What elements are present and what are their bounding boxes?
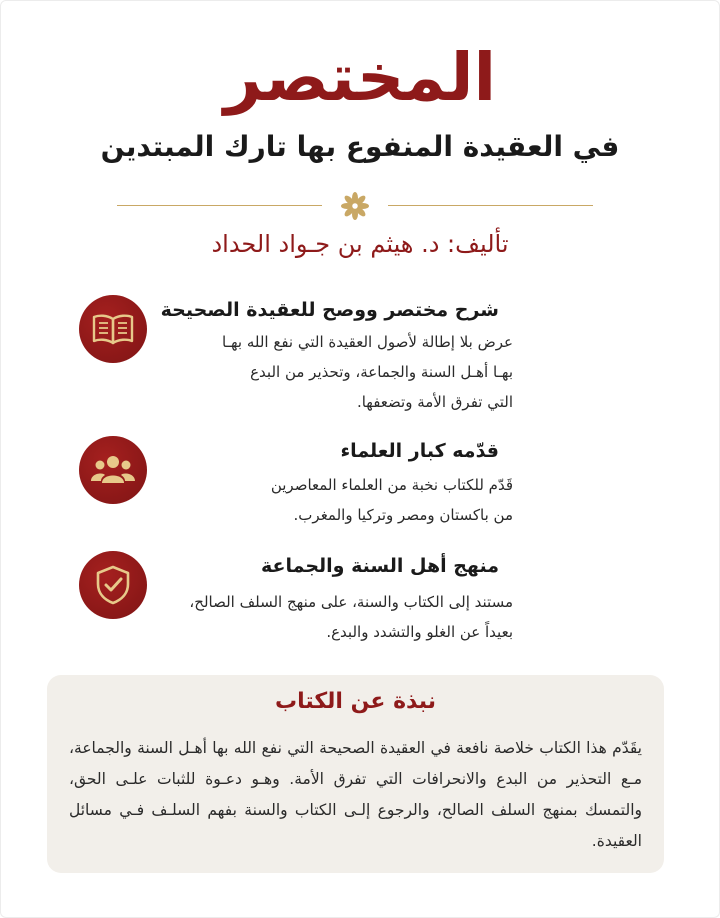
feature-description-line: قَدّم للكتاب نخبة من العلماء المعاصرين (270, 476, 513, 494)
feature-description-line: عرض بلا إطالة لأصول العقيدة التي نفع الله بهـا (222, 333, 513, 351)
author-line: تأليف: د. هيثم بن جـواد الحداد (211, 230, 509, 258)
feature-description-line: بعيداً عن الغلو والتشدد والبدع. (326, 623, 513, 641)
feature-description-line: من باكستان ومصر وتركيا والمغرب. (293, 506, 513, 524)
feature-title: شرح مختصر ووصح للعقيدة الصحيحة (160, 299, 499, 321)
people-group-icon (90, 453, 136, 487)
book-title: المختصر (223, 39, 497, 116)
about-text: يقَدّم هذا الكتاب خلاصة نافعة في العقيدة الصحيحة التي نفع الله بها أهـل السنة والجماعة، مـع التحذير من البدع والانحرافات التي تفرق الأمة. وهـو دعـوة للثبات علـى الحق، والتمسك بمنهج السلف الصالح، والرجوع إلـى الكتاب والسنة بفهم السلـف فـي مسائل العقيدة. (69, 739, 642, 850)
open-book-icon (91, 312, 135, 346)
feature-title: منهج أهل السنة والجماعة (260, 555, 499, 577)
feature-item-sunnah-method (0, 549, 719, 649)
feature-icon-badge (79, 295, 147, 363)
feature-icon-badge (79, 551, 147, 619)
feature-icon-badge (79, 436, 147, 504)
feature-item-concise-explanation (0, 293, 719, 423)
ornamental-divider (117, 191, 593, 221)
divider-line-right (388, 205, 593, 206)
feature-title: قدّمه كبار العلماء (340, 440, 499, 462)
feature-description (183, 470, 513, 530)
about-book-panel (47, 675, 664, 873)
flower-ornament-icon (339, 191, 371, 221)
feature-item-scholars (0, 434, 719, 534)
divider-line-left (117, 205, 322, 206)
feature-description-line: مستند إلى الكتاب والسنة، على منهج السلف الصالح، (189, 593, 513, 611)
feature-description (183, 327, 513, 417)
book-subtitle: في العقيدة المنفوع بها تارك المبتدين (100, 130, 620, 163)
feature-description-line: التي تفرق الأمة وتضعفها. (356, 393, 513, 411)
feature-description (183, 587, 513, 647)
feature-description-line: بهـا أهـل السنة والجماعة، وتحذير من البدع (250, 363, 513, 381)
shield-check-icon (94, 564, 132, 606)
about-heading: نبذة عن الكتاب (274, 689, 437, 714)
